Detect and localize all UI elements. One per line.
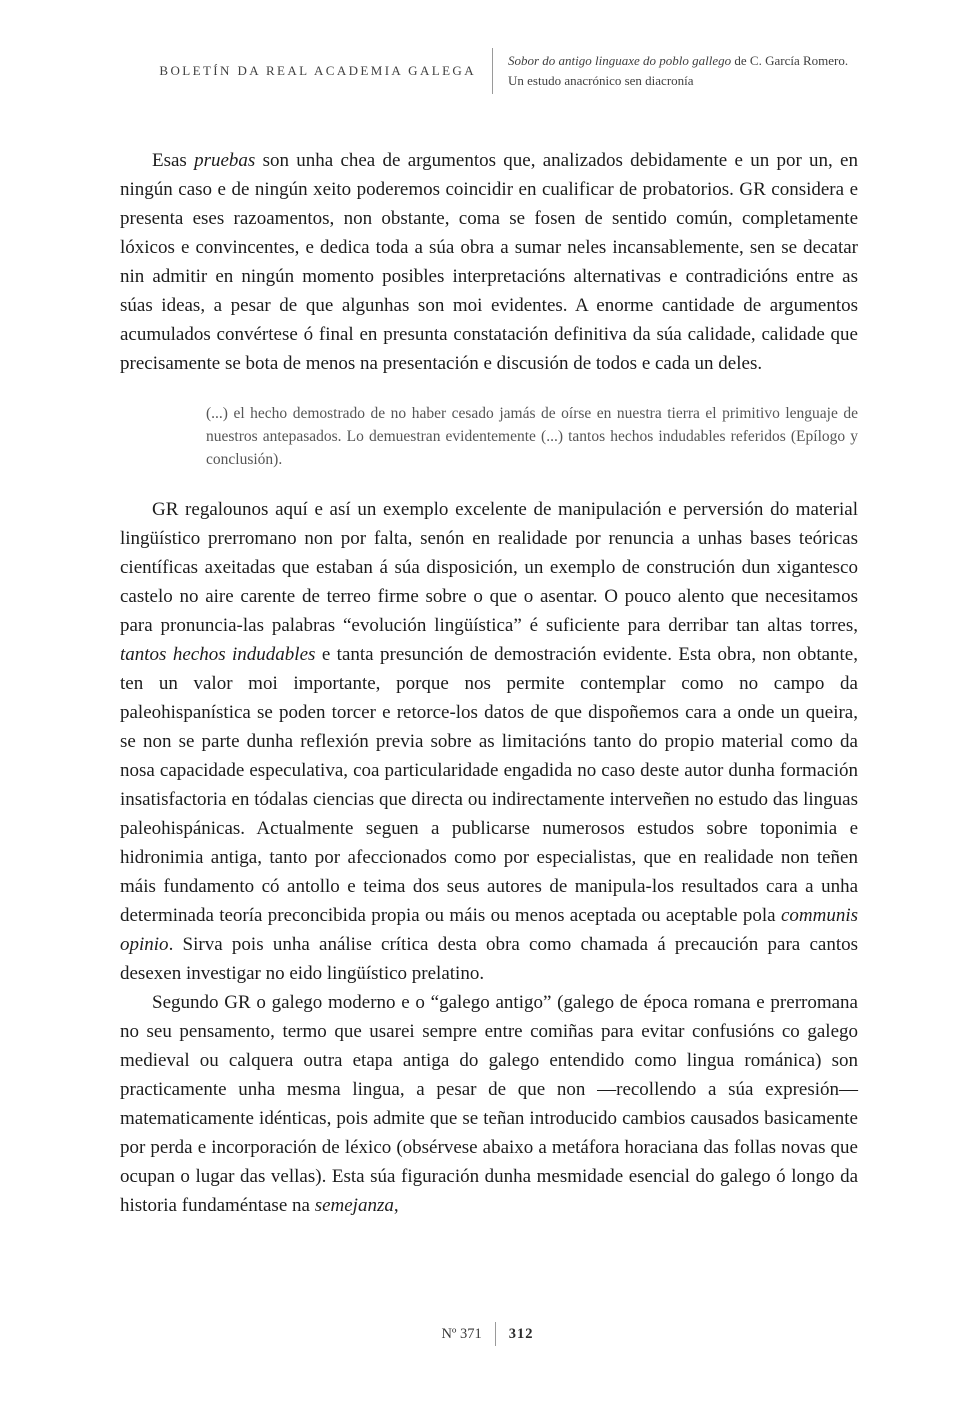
footer-divider	[495, 1322, 496, 1346]
paragraph-text: Esas	[152, 150, 195, 171]
journal-title-box	[120, 48, 492, 94]
body-paragraph	[120, 495, 858, 988]
body-paragraph	[120, 146, 858, 378]
article-author: de C. García Romero.	[731, 53, 849, 68]
paragraph-text: Segundo GR o galego moderno e o “galego antigo” (galego de época romana e prerromana no seu pensamento, termo que usarei sempre entre comiñas para evitar confusións co galego medieval ou calquera outra etapa antiga do galego entendido como lingua románica) son practicamente unha mesma lingua, a pesar de que non —recollendo a súa expresión— matematicamente idénticas, pois admite que se teñan introducido cambios causados basicamente por perda e incorporación de léxico (obsérvese abaixo a metáfora horaciana das follas novas que ocupan o lugar das vellas). Esta súa figuración dunha mesmidade esencial do galego ó longo da historia fundaméntase na	[120, 992, 858, 1216]
journal-title: BOLETÍN DA REAL ACADEMIA GALEGA	[159, 63, 476, 79]
paragraph-text: . Sirva pois unha análise crítica desta obra como chamada á precaución para cantos desexen investigar no eido lingüístico prelatino.	[120, 934, 858, 984]
paragraph-text: (...) el hecho demostrado de no haber cesado jamás de oírse en nuestra tierra el primitivo lenguaje de nuestros antepasados. Lo demuestran evidentemente (...) tantos hechos indudables referidos (Epílogo y conclusión).	[206, 405, 858, 468]
body-paragraph	[120, 988, 858, 1220]
paragraph-text: son unha chea de argumentos que, analizados debidamente e un por un, en ningún caso e de ningún xeito poderemos coincidir en cualificar de probatorios. GR considera e presenta eses razoamentos, non obstante, coma se fosen de sentido común, completamente lóxicos e convincentes, e dedica toda a súa obra a sumar neles incansablemente, sen se decatar nin admitir en ningún momento posibles interpretacións alternativas e contradicións entre as súas ideas, a pesar de que algunhas son moi evidentes. A enorme cantidade de argumentos acumulados convértese ó final en presunta constatación definitiva da súa calidade, calidade que precisamente se bota de menos na presentación e discusión de todos e cada un deles.	[120, 150, 858, 374]
emphasized-text: communis opinio	[120, 905, 858, 955]
article-subtitle: Un estudo anacrónico sen diacronía	[508, 73, 694, 89]
article-body	[120, 146, 858, 1220]
article-reference-line1	[508, 51, 848, 71]
paragraph-text: e tanta presunción de demostración evidente. Esta obra, non obtante, ten un valor moi importante, porque nos permite contemplar como no campo da paleohispanística se poden torcer e retorce-los datos de que dispoñemos cara a onde un queira, se non se parte dunha reflexión previa sobre as limitacións tanto do propio material como da nosa capacidade especulativa, coa particularidade engadida no caso deste autor dunha formación insatisfactoria en tódalas ciencias que directa ou indirectamente interveñen no estudo das linguas paleohispánicas. Actualmente seguen a publicarse numerosos estudos sobre toponimia e hidronimia antiga, tanto por afeccionados como por especialistas, que en realidade non teñen máis fundamento có antollo e teima dos seus autores de manipula-los resultados cara a unha determinada teoría preconcibida propia ou máis ou menos aceptada ou aceptable pola	[120, 644, 858, 926]
article-reference	[493, 48, 848, 94]
paragraph-text: GR regalounos aquí e así un exemplo excelente de manipulación e perversión do material lingüístico prerromano non por falta, senón en realidade por renuncia a unhas bases teóricas científicas axeitadas que estaban á súa disposición, un exemplo de construción dun xigantesco castelo no aire carente de terreo firme sobre o que o asentar. O pouco alento que necesitamos para pronuncia-las palabras “evolución lingüística” é suficiente para derribar tan altas torres,	[120, 499, 858, 636]
emphasized-text: pruebas	[194, 150, 256, 171]
page-header	[120, 48, 862, 94]
article-title: Sobor do antigo linguaxe do poblo gallego	[508, 53, 732, 68]
page-footer	[0, 1322, 975, 1346]
paragraph-text: ,	[393, 1195, 399, 1216]
emphasized-text: semejanza	[314, 1195, 394, 1216]
emphasized-text: tantos hechos indudables	[120, 644, 316, 665]
page-number: 312	[508, 1325, 534, 1342]
issue-number: Nº 371	[441, 1325, 482, 1342]
block-quote	[206, 402, 858, 471]
